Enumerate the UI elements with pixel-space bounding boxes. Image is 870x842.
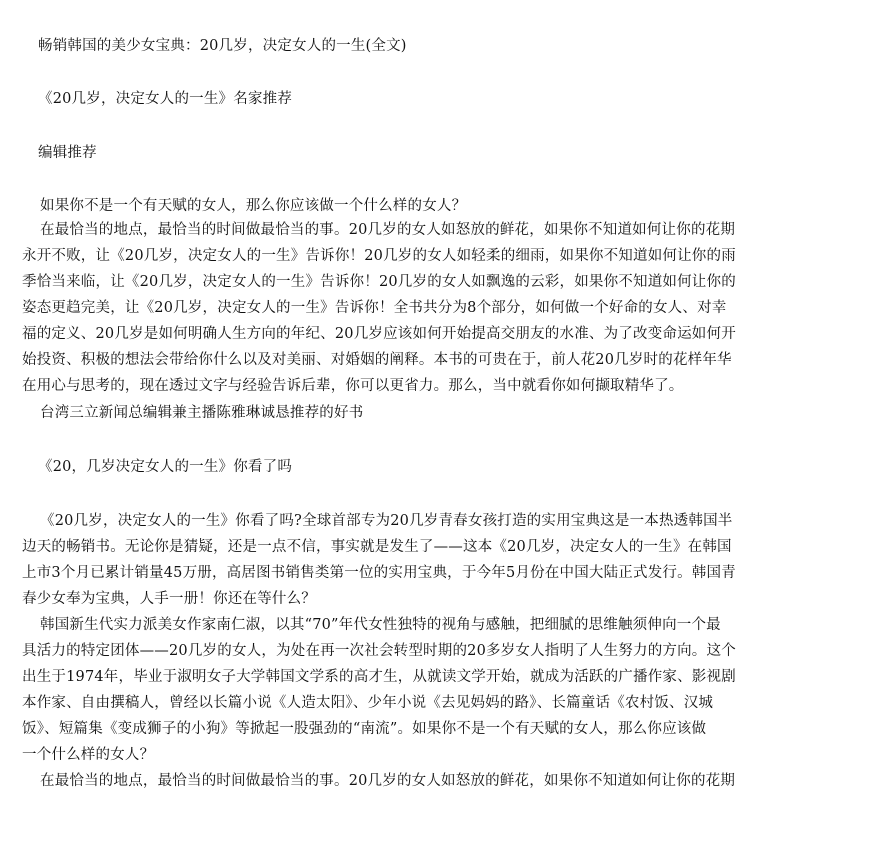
recommender-line: 台湾三立新闻总编辑兼主播陈雅琳诚恳推荐的好书 — [40, 405, 364, 421]
paragraph-line: 福的定义、20几岁是如何明确人生方向的年纪、20几岁应该如何开始提高交朋友的水准、为了改变命运如何开 — [22, 326, 736, 342]
paragraph-line: 在最恰当的地点，最恰当的时间做最恰当的事。20几岁的女人如怒放的鲜花，如果你不知道如何让你的花期 — [40, 773, 736, 789]
paragraph-line: 《20几岁，决定女人的一生》你看了吗?全球首部专为20几岁青春女孩打造的实用宝典这是一本热透韩国半 — [40, 513, 733, 529]
editor-question: 如果你不是一个有天赋的女人，那么你应该做一个什么样的女人？ — [40, 198, 467, 214]
paragraph-line: 韩国新生代实力派美女作家南仁淑，以其“70”年代女性独特的视角与感触，把细腻的思维触须伸向一个最 — [40, 617, 721, 633]
section-heading-recommend: 《20几岁，决定女人的一生》名家推荐 — [38, 91, 293, 107]
paragraph-line: 季恰当来临，让《20几岁，决定女人的一生》告诉你！20几岁的女人如飘逸的云彩，如果你不知道如何让你的 — [22, 274, 736, 290]
paragraph-line: 出生于1974年，毕业于淑明女子大学韩国文学系的高才生，从就读文学开始，就成为活跃的广播作家、影视剧 — [22, 669, 736, 685]
section-heading-read: 《20，几岁决定女人的一生》你看了吗 — [38, 459, 293, 475]
paragraph-line: 在用心与思考的，现在透过文字与经验告诉后辈，你可以更省力。那么，当中就看你如何撷取精华了。 — [22, 378, 684, 394]
section-heading-editor: 编辑推荐 — [38, 145, 97, 161]
paragraph-line: 具活力的特定团体——20几岁的女人，为处在再一次社会转型时期的20多岁女人指明了人生努力的方向。这个 — [22, 643, 736, 659]
paragraph-line: 姿态更趋完美，让《20几岁，决定女人的一生》告诉你！全书共分为8个部分，如何做一个好命的女人、对幸 — [22, 300, 727, 316]
paragraph-line: 一个什么样的女人？ — [22, 747, 155, 763]
paragraph-line: 始投资、积极的想法会带给你什么以及对美丽、对婚姻的阐释。本书的可贵在于，前人花20几岁时的花样年华 — [22, 352, 732, 368]
document-title: 畅销韩国的美少女宝典：20几岁，决定女人的一生(全文) — [38, 38, 407, 54]
paragraph-line: 本作家、自由撰稿人，曾经以长篇小说《人造太阳》、少年小说《去见妈妈的路》、长篇童话《农村饭、汉城 — [22, 695, 714, 711]
paragraph-line: 饭》、短篇集《变成狮子的小狗》等掀起一股强劲的“南流”。如果你不是一个有天赋的女人，那么你应该做 — [22, 721, 707, 737]
paragraph-line: 上市3个月已累计销量45万册，高居图书销售类第一位的实用宝典，于今年5月份在中国大陆正式发行。韩国青 — [22, 565, 736, 581]
paragraph-line: 在最恰当的地点，最恰当的时间做最恰当的事。20几岁的女人如怒放的鲜花，如果你不知道如何让你的花期 — [40, 222, 736, 238]
paragraph-line: 春少女奉为宝典，人手一册！你还在等什么？ — [22, 591, 316, 607]
paragraph-line: 永开不败，让《20几岁，决定女人的一生》告诉你！20几岁的女人如轻柔的细雨，如果你不知道如何让你的雨 — [22, 248, 736, 264]
paragraph-line: 边天的畅销书。无论你是猜疑，还是一点不信，事实就是发生了——这本《20几岁，决定女人的一生》在韩国 — [22, 539, 732, 555]
